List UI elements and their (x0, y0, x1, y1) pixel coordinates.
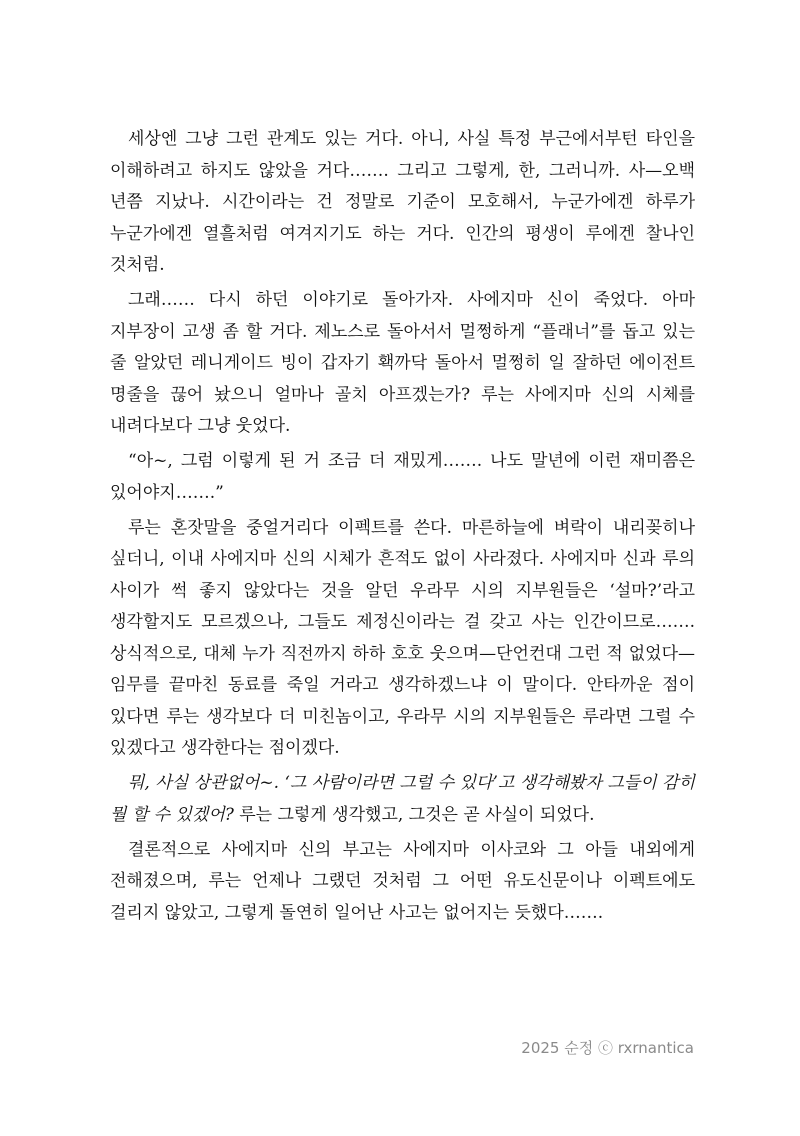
paragraph-1: 세상엔 그냥 그런 관계도 있는 거다. 아니, 사실 특정 부근에서부턴 타인을 이해하려고 하지도 않았을 거다……. 그리고 그렇게, 한, 그러니까. 사—오백 년쯤 지났나. 시간이라는 건 정말로 기준이 모호해서, 누군가에겐 하루가 누군가에겐 열흘처럼 여겨지기도 하는 거다. 인간의 평생이 루에겐 찰나인 것처럼. (110, 129, 695, 275)
italic-thought: 뭐, 사실 상관없어~. ‘그 사람이라면 그럴 수 있다’고 생각해봤자 그들이 감히 뭘 할 수 있겠어? (110, 773, 695, 825)
story-text (110, 124, 695, 933)
copyright-footer: 2025 순정 ⓒ rxrnantica (521, 1039, 694, 1057)
paragraph-5 (110, 768, 695, 831)
paragraph-4: 루는 혼잣말을 중얼거리다 이펙트를 쓴다. 마른하늘에 벼락이 내리꽂히나 싶더니, 이내 사에지마 신의 시체가 흔적도 없이 사라졌다. 사에지마 신과 루의 사이가 썩 좋지 않았다는 것을 알던 우라무 시의 지부원들은 ‘설마?’라고 생각할지도 모르겠으나, 그들도 제정신이라는 걸 갖고 사는 인간이므로……. 상식적으로, 대체 누가 직전까지 하하 호호 웃으며—단언컨대 그런 적 없었다— 임무를 끝마친 동료를 죽일 거라고 생각하겠느냐 이 말이다. 안타까운 점이 있다면 루는 생각보다 더 미친놈이고, 우라무 시의 지부원들은 루라면 그럴 수 있겠다고 생각한다는 점이겠다. (110, 517, 695, 758)
paragraph-6: 결론적으로 사에지마 신의 부고는 사에지마 이사코와 그 아들 내외에게 전해졌으며, 루는 언제나 그랬던 것처럼 그 어떤 유도신문이나 이펙트에도 걸리지 않았고, 그렇게 돌연히 일어난 사고는 없어지는 듯했다……. (110, 839, 695, 923)
paragraph-2: 그래…… 다시 하던 이야기로 돌아가자. 사에지마 신이 죽었다. 아마 지부장이 고생 좀 할 거다. 제노스로 돌아서서 멀쩡하게 “플래너”를 돕고 있는 줄 알았던 레니게이드 빙이 갑자기 홱까닥 돌아서 멀쩡히 일 잘하던 에이전트 명줄을 끊어 놨으니 얼마나 골치 아프겠는가? 루는 사에지마 신의 시체를 내려다보다 그냥 웃었다. (110, 290, 695, 436)
paragraph-5-rest: 루는 그렇게 생각했고, 그것은 곧 사실이 되었다. (233, 804, 595, 825)
paragraph-3-dialogue: “아~, 그럼 이렇게 된 거 조금 더 재밌게……. 나도 말년에 이런 재미쯤은 있어야지…….” (110, 451, 695, 503)
